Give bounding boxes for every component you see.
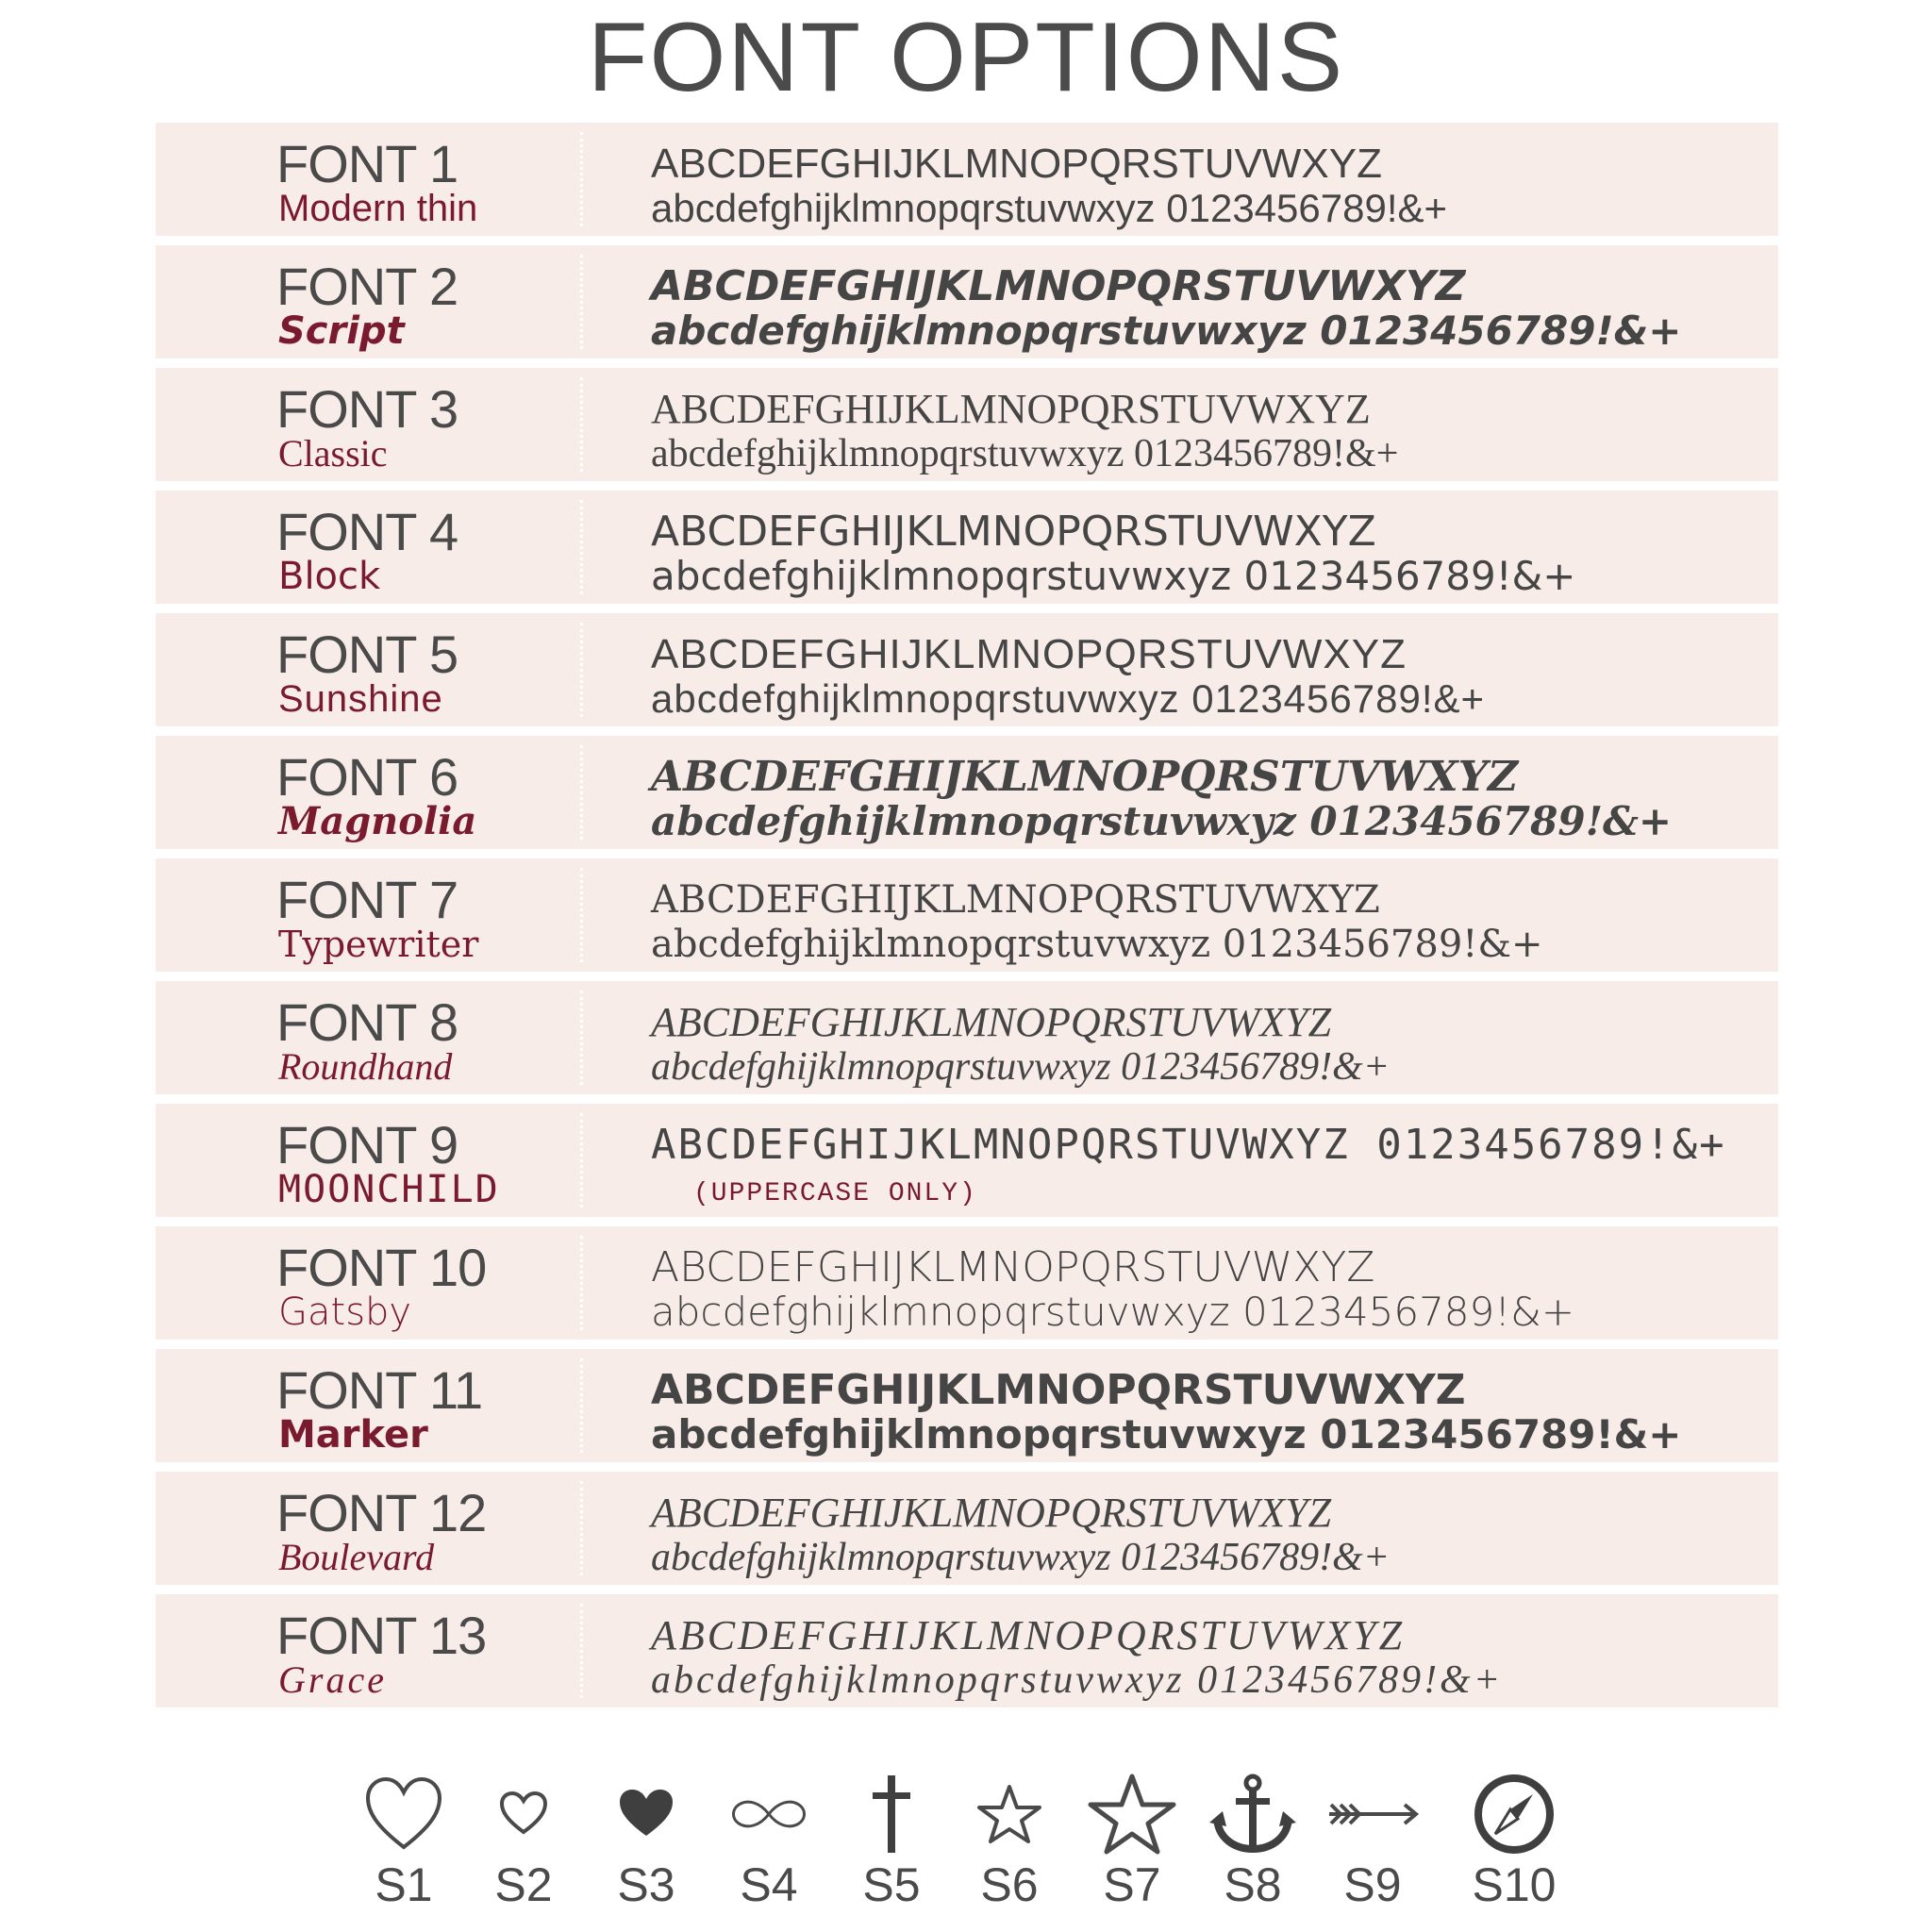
font-row-9[interactable] [156, 1104, 1778, 1217]
font-number: FONT 4 [276, 502, 458, 561]
uppercase-sample: ABCDEFGHIJKLMNOPQRSTUVWXYZ [651, 878, 1380, 922]
uppercase-sample: ABCDEFGHIJKLMNOPQRSTUVWXYZ [651, 386, 1371, 432]
font-name: Modern thin [278, 188, 478, 229]
lowercase-sample: abcdefghijklmnopqrstuvwxyz 0123456789!&+ [651, 553, 1576, 599]
symbol-s10[interactable] [1462, 1774, 1566, 1924]
font-row-6[interactable] [156, 736, 1778, 849]
symbol-s3[interactable] [594, 1774, 698, 1924]
infinity-icon [722, 1774, 816, 1855]
uppercase-sample: ABCDEFGHIJKLMNOPQRSTUVWXYZ [651, 753, 1519, 801]
font-number: FONT 13 [276, 1606, 487, 1665]
symbol-s1[interactable] [352, 1774, 456, 1924]
cross-icon [844, 1774, 939, 1855]
symbol-s8[interactable] [1201, 1774, 1305, 1924]
symbol-s6[interactable] [958, 1774, 1061, 1924]
font-number: FONT 8 [276, 992, 458, 1052]
symbol-s7[interactable] [1080, 1774, 1184, 1924]
lowercase-sample: abcdefghijklmnopqrstuvwxyz 0123456789!&+ [651, 676, 1486, 721]
uppercase-sample: ABCDEFGHIJKLMNOPQRSTUVWXYZ [651, 1490, 1332, 1536]
symbol-s9[interactable] [1321, 1774, 1424, 1924]
font-row-7[interactable] [156, 858, 1778, 972]
font-name: Marker [278, 1413, 428, 1457]
uppercase-sample: ABCDEFGHIJKLMNOPQRSTUVWXYZ [651, 262, 1466, 310]
font-number: FONT 6 [276, 747, 458, 807]
font-row-2[interactable] [156, 245, 1778, 358]
font-row-12[interactable] [156, 1472, 1778, 1585]
uppercase-sample: ABCDEFGHIJKLMNOPQRSTUVWXYZ [651, 508, 1376, 556]
font-number: FONT 2 [276, 257, 458, 316]
font-row-4[interactable] [156, 491, 1778, 604]
font-row-10[interactable] [156, 1226, 1778, 1340]
lowercase-sample: abcdefghijklmnopqrstuvwxyz 0123456789!&+ [651, 1658, 1504, 1702]
symbol-label: S10 [1472, 1858, 1557, 1911]
symbol-s2[interactable] [472, 1774, 575, 1924]
symbol-label: S1 [375, 1858, 433, 1911]
font-table [156, 123, 1778, 1755]
uppercase-sample: ABCDEFGHIJKLMNOPQRSTUVWXYZ [651, 999, 1332, 1045]
font-name: Block [278, 555, 381, 598]
font-row-1[interactable] [156, 123, 1778, 236]
font-row-11[interactable] [156, 1349, 1778, 1462]
lowercase-sample: abcdefghijklmnopqrstuvwxyz 0123456789!&+ [651, 1289, 1575, 1335]
symbol-options [0, 1774, 1932, 1924]
uppercase-sample: ABCDEFGHIJKLMNOPQRSTUVWXYZ [651, 631, 1407, 677]
font-row-8[interactable] [156, 981, 1778, 1094]
page-title: FONT OPTIONS [587, 3, 1345, 112]
lowercase-sample: abcdefghijklmnopqrstuvwxyz 0123456789!&+ [651, 923, 1543, 966]
anchor-icon [1206, 1774, 1300, 1855]
font-number: FONT 9 [276, 1115, 458, 1174]
uppercase-only-note: (UPPERCASE ONLY) [693, 1179, 977, 1208]
heart-filled-icon [599, 1774, 693, 1855]
lowercase-sample: abcdefghijklmnopqrstuvwxyz 0123456789!&+ [651, 1536, 1391, 1579]
font-name: Gatsby [278, 1291, 412, 1334]
font-name: Grace [278, 1658, 387, 1701]
font-name: Sunshine [278, 678, 443, 720]
font-name: Script [278, 309, 405, 353]
symbol-s4[interactable] [717, 1774, 821, 1924]
font-number: FONT 1 [276, 134, 458, 193]
symbol-label: S5 [862, 1858, 921, 1911]
font-number: FONT 3 [276, 379, 458, 439]
small-star-icon [962, 1774, 1057, 1855]
uppercase-sample: ABCDEFGHIJKLMNOPQRSTUVWXYZ [651, 141, 1382, 187]
symbol-label: S8 [1224, 1858, 1282, 1911]
symbol-label: S3 [617, 1858, 675, 1911]
font-name: Classic [278, 432, 388, 475]
uppercase-sample: ABCDEFGHIJKLMNOPQRSTUVWXYZ 0123456789!&+ [651, 1121, 1726, 1169]
font-name: Roundhand [278, 1045, 453, 1088]
lowercase-sample: abcdefghijklmnopqrstuvwxyz 0123456789!&+ [651, 798, 1673, 844]
uppercase-sample: ABCDEFGHIJKLMNOPQRSTUVWXYZ [651, 1243, 1375, 1291]
lowercase-sample: abcdefghijklmnopqrstuvwxyz 0123456789!&+ [651, 186, 1448, 230]
font-name: Typewriter [278, 924, 479, 965]
font-number: FONT 10 [276, 1238, 487, 1297]
font-name: Magnolia [278, 799, 477, 843]
symbol-s5[interactable] [840, 1774, 943, 1924]
lowercase-sample: abcdefghijklmnopqrstuvwxyz 0123456789!&+ [651, 308, 1682, 354]
font-name: MOONCHILD [278, 1168, 500, 1211]
arrow-icon [1325, 1774, 1420, 1855]
font-row-5[interactable] [156, 613, 1778, 726]
uppercase-sample: ABCDEFGHIJKLMNOPQRSTUVWXYZ [651, 1366, 1466, 1414]
star-icon [1085, 1774, 1179, 1855]
font-name: Boulevard [278, 1536, 435, 1578]
font-number: FONT 12 [276, 1483, 487, 1542]
small-heart-outline-icon [476, 1774, 571, 1855]
font-number: FONT 11 [276, 1360, 483, 1420]
lowercase-sample: abcdefghijklmnopqrstuvwxyz 0123456789!&+ [651, 432, 1399, 475]
compass-icon [1467, 1774, 1561, 1855]
symbol-label: S4 [740, 1858, 798, 1911]
font-number: FONT 7 [276, 870, 458, 929]
lowercase-sample: abcdefghijklmnopqrstuvwxyz 0123456789!&+ [651, 1411, 1682, 1457]
symbol-label: S7 [1103, 1858, 1161, 1911]
font-number: FONT 5 [276, 625, 458, 684]
font-row-13[interactable] [156, 1594, 1778, 1707]
heart-outline-icon [357, 1774, 451, 1855]
symbol-label: S6 [980, 1858, 1039, 1911]
symbol-label: S9 [1343, 1858, 1402, 1911]
symbol-label: S2 [494, 1858, 553, 1911]
lowercase-sample: abcdefghijklmnopqrstuvwxyz 0123456789!&+ [651, 1045, 1391, 1089]
font-row-3[interactable] [156, 368, 1778, 481]
uppercase-sample: ABCDEFGHIJKLMNOPQRSTUVWXYZ [651, 1612, 1406, 1658]
